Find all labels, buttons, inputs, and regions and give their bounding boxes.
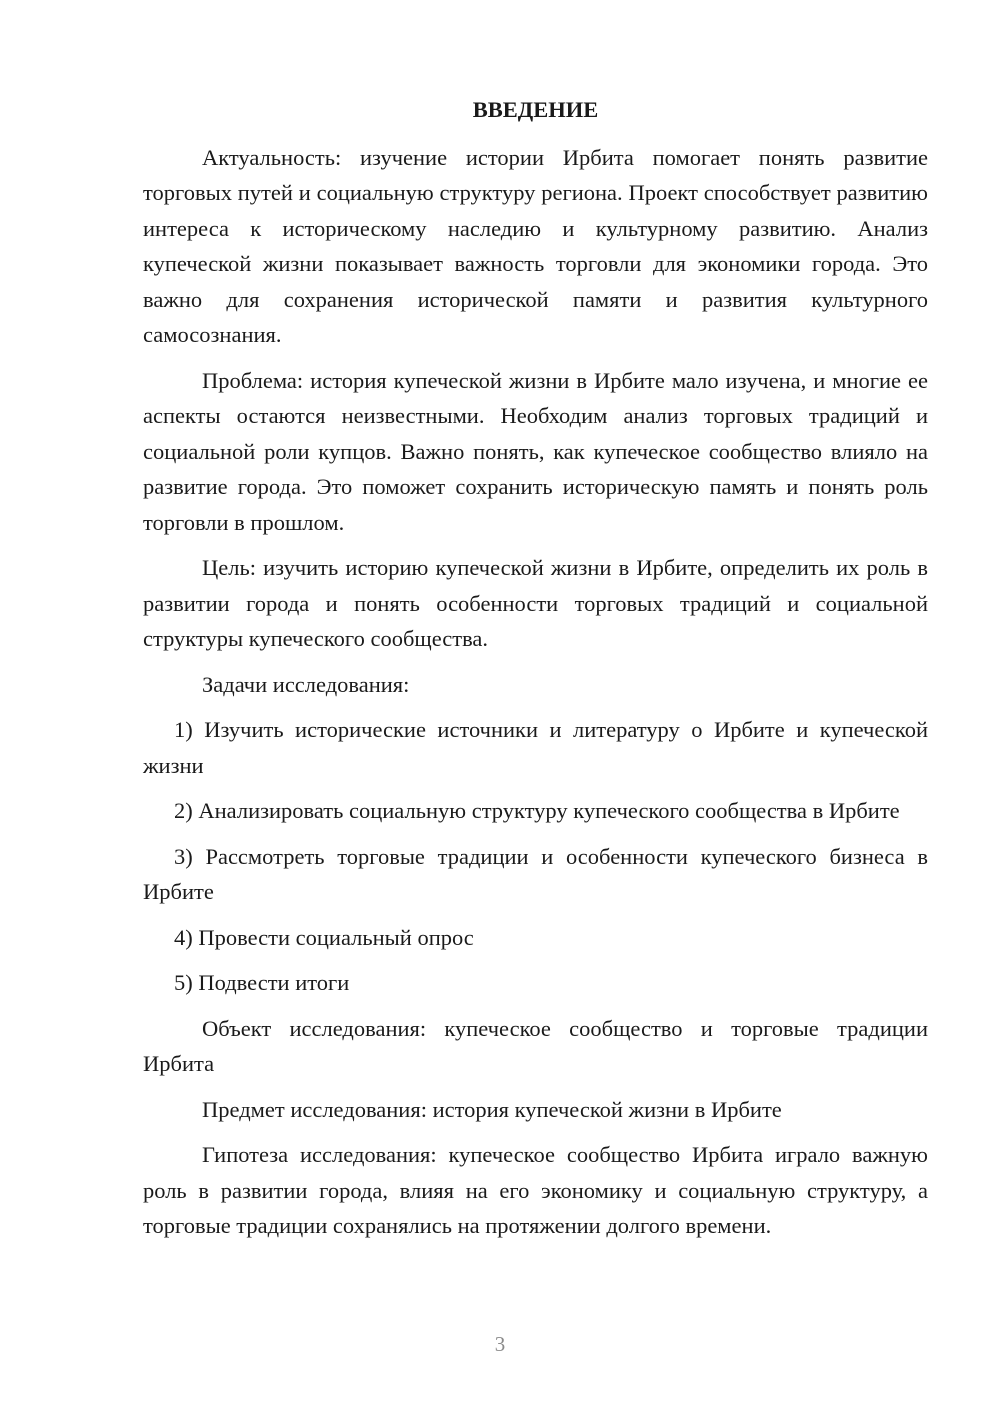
task-item-5: 5) Подвести итоги xyxy=(174,970,350,995)
paragraph-hypothesis: Гипотеза исследования: купеческое сообщество Ирбита играло важную роль в развитии города, влияя на его экономику и социальную структуру, а торговые традиции сохранялись на протяжении долгого времени. xyxy=(143,1142,928,1238)
paragraph-subject: Предмет исследования: история купеческой жизни в Ирбите xyxy=(202,1096,782,1122)
page-number: 3 xyxy=(494,1332,506,1356)
task-item-2: 2) Анализировать социальную структуру купеческого сообщества в Ирбите xyxy=(174,798,900,823)
document-title: ВВЕДЕНИЕ xyxy=(472,97,599,122)
document-page xyxy=(143,92,928,1254)
task-item-1: 1) Изучить исторические источники и литературу о Ирбите и купеческой жизни xyxy=(143,717,928,778)
paragraph-relevance: Актуальность: изучение истории Ирбита помогает понять развитие торговых путей и социальную структуру региона. Проект способствует развитию интереса к историческому наследию и культурному развитию. Анализ купеческой жизни показывает важность торговли для экономики города. Это важно для сохранения исторической памяти и развития культурного самосознания. xyxy=(143,144,928,347)
task-item-4: 4) Провести социальный опрос xyxy=(174,924,474,950)
paragraph-object: Объект исследования: купеческое сообщество и торговые традиции Ирбита xyxy=(143,1015,928,1076)
paragraph-tasks-heading: Задачи исследования: xyxy=(202,671,410,697)
paragraph-problem: Проблема: история купеческой жизни в Ирбите мало изучена, и многие ее аспекты остаются неизвестными. Необходим анализ торговых традиций и социальной роли купцов. Важно понять, как купеческое сообщество влияло на развитие города. Это поможет сохранить историческую память и понять роль торговли в прошлом. xyxy=(143,367,928,535)
task-item-3: 3) Рассмотреть торговые традиции и особенности купеческого бизнеса в Ирбите xyxy=(143,843,928,904)
paragraph-goal: Цель: изучить историю купеческой жизни в Ирбите, определить их роль в развитии города и понять особенности торговых традиций и социальной структуры купеческого сообщества. xyxy=(143,555,928,651)
